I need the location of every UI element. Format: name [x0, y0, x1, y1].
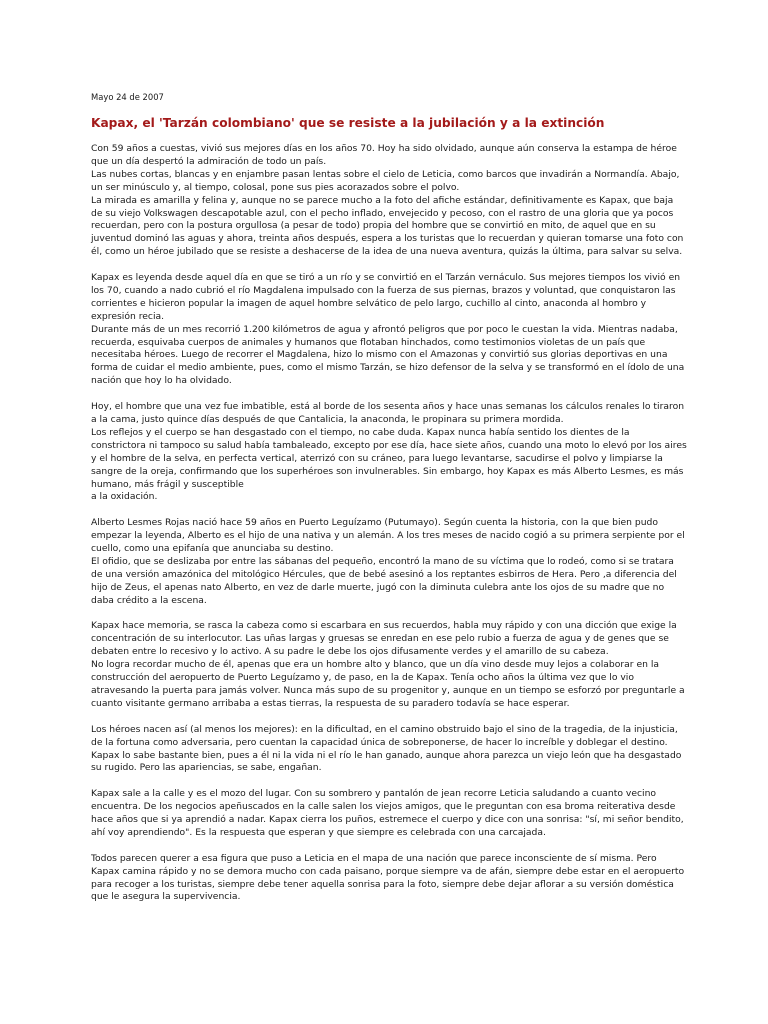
paragraph-block: [91, 143, 687, 259]
paragraph: Todos parecen querer a esa figura que puso a Leticia en el mapa de una nación que parece inconsciente de sí misma. Pero Kapax camina rápido y no se demora mucho con cada paisano, porque siempre va de afán, siempre debe estar en el aeropuerto para recoger a los turistas, siempre debe tener aquella sonrisa para la foto, siempre debe dejar aflorar a su versión doméstica que le asegura la supervivencia.: [91, 852, 685, 903]
paragraph-block: [91, 620, 687, 710]
paragraph-block: [91, 788, 687, 840]
paragraph: Kapax hace memoria, se rasca la cabeza como si escarbara en sus recuerdos, habla muy rápido y con una dicción que exige la concentración de su interlocutor. Las uñas largas y gruesas se enredan en ese pelo rubio a fuerza de agua y de genes que se debaten entre lo recesivo y lo activo. A su padre le debe los ojos difusamente verdes y el amarillo de su cabeza.: [91, 620, 677, 658]
paragraph: a la oxidación.: [91, 491, 158, 503]
paragraph-block: [91, 272, 687, 388]
paragraph-block: [91, 724, 687, 776]
article-date: Mayo 24 de 2007: [91, 92, 164, 102]
paragraph: Durante más de un mes recorrió 1.200 kilómetros de agua y afrontó peligros que por poco le cuestan la vida. Mientras nadaba, recuerda, esquivaba cuerpos de animales y humanos que flotaban hinchados, como testimonios violetas de un país que necesitaba héroes. Luego de recorrer el Magdalena, hizo lo mismo con el Amazonas y convirtió sus glorias deportivas en una forma de cuidar el medio ambiente, pues, como el mismo Tarzán, se hizo defensor de la selva y se transformó en el ídolo de una nación que hoy lo ha olvidado.: [91, 323, 685, 387]
paragraph-block: [91, 853, 687, 905]
paragraph: Los héroes nacen así (al menos los mejores): en la dificultad, en el camino obstruido bajo el sino de la tragedia, de la injusticia, de la fortuna como adversaria, pero cuentan la capacidad única de sobreponerse, de hacer lo increíble y doblegar el destino. Kapax lo sabe bastante bien, pues a él ni la vida ni el río le han ganado, aunque ahora parezca un viejo león que ha desgastado su rugido. Pero las apariencias, se sabe, engañan.: [91, 723, 682, 774]
paragraph-block: [91, 517, 687, 607]
article-title: Kapax, el 'Tarzán colombiano' que se resiste a la jubilación y a la extinción: [91, 116, 605, 130]
paragraph: La mirada es amarilla y felina y, aunque no se parece mucho a la foto del afiche estándar, definitivamente es Kapax, que baja de su viejo Volkswagen descapotable azul, con el pecho inflado, envejecido y pecoso, con el rastro de una gloria que ya pocos recuerdan, pero con la postura orgullosa (a pesar de todo) propia del hombre que se convirtió en mito, de aquel que en su juventud dominó las aguas y ahora, treinta años después, espera a los turistas que lo recuerdan y quieran tomarse una foto con él, como un héroe jubilado que se resiste a deshacerse de la idea de una nueva aventura, quizás la última, para salvar su selva.: [91, 194, 684, 258]
paragraph: No logra recordar mucho de él, apenas que era un hombre alto y blanco, que un día vino desde muy lejos a colaborar en la construcción del aeropuerto de Puerto Leguízamo y, de paso, en la de Kapax. Tenía ocho años la última vez que lo vio atravesando la puerta para jamás volver. Nunca más supo de su progenitor y, aunque en un tiempo se esforzó por preguntarle a cuanto visitante germano arribaba a estas tierras, la respuesta de su paradero todavía se hace esperar.: [91, 659, 685, 709]
article-body: [91, 143, 687, 917]
paragraph: Kapax sale a la calle y es el mozo del lugar. Con su sombrero y pantalón de jean recorre Leticia saludando a cuanto vecino encuentra. De los negocios apeñuscados en la calle salen los viejos amigos, que le preguntan con esa broma reiterativa desde hace años que si ya aprendió a nadar. Kapax cierra los puños, estremece el cuerpo y dice con una sonrisa: "sí, mi señor bendito, ahí voy aprendiendo". Es la respuesta que esperan y que siempre es celebrada con una carcajada.: [91, 788, 684, 838]
paragraph: Hoy, el hombre que una vez fue imbatible, está al borde de los sesenta años y hace unas semanas los cálculos renales lo tiraron a la cama, justo quince días después de que Cantalicia, la anaconda, le propinara su primera mordida.: [91, 401, 685, 425]
paragraph: Alberto Lesmes Rojas nació hace 59 años en Puerto Leguízamo (Putumayo). Según cuenta la historia, con la que bien pudo empezar la leyenda, Alberto es el hijo de una nativa y un alemán. A los tres meses de nacido cogió a su primera serpiente por el cuello, como una epifanía que anunciaba su destino.: [91, 517, 685, 555]
paragraph: El ofidio, que se deslizaba por entre las sábanas del pequeño, encontró la mano de su víctima que lo rodeó, como si se tratara de una versión amazónica del mitológico Hércules, que de bebé asesinó a los reptantes esbirros de Hera. Pero ,a diferencia del hijo de Zeus, el apenas nato Alberto, en vez de darle muerte, jugó con la diminuta culebra ante los ojos de su madre que no daba crédito a la escena.: [91, 555, 677, 606]
paragraph: Los reflejos y el cuerpo se han desgastado con el tiempo, no cabe duda. Kapax nunca había sentido los dientes de la constrictora ni tampoco su salud había tambaleado, excepto por ese día, hace siete años, cuando una moto lo elevó por los aires y el hombre de la selva, en perfecta vertical, aterrizó con su cráneo, para luego levantarse, sacudirse el polvo y limpiarse la sangre de la oreja, confirmando que los superhéroes son invulnerables. Sin embargo, hoy Kapax es más Alberto Lesmes, es más humano, más frágil y susceptible: [91, 426, 687, 490]
paragraph: Con 59 años a cuestas, vivió sus mejores días en los años 70. Hoy ha sido olvidado, aunque aún conserva la estampa de héroe que un día despertó la admiración de todo un país.: [91, 143, 677, 167]
paragraph: Las nubes cortas, blancas y en enjambre pasan lentas sobre el cielo de Leticia, como barcos que invadirán a Normandía. Abajo, un ser minúsculo y, al tiempo, colosal, pone sus pies acorazados sobre el polvo.: [91, 168, 680, 193]
paragraph: Kapax es leyenda desde aquel día en que se tiró a un río y se convirtió en el Tarzán vernáculo. Sus mejores tiempos los vivió en los 70, cuando a nado cubrió el río Magdalena impulsado con la fuerza de sus piernas, brazos y voluntad, que conquistaron las corrientes e hicieron popular la imagen de aquel hombre selvático de pelo largo, cuchillo al cinto, anaconda al hombro y expresión recia.: [91, 272, 681, 322]
paragraph-block: [91, 401, 687, 504]
